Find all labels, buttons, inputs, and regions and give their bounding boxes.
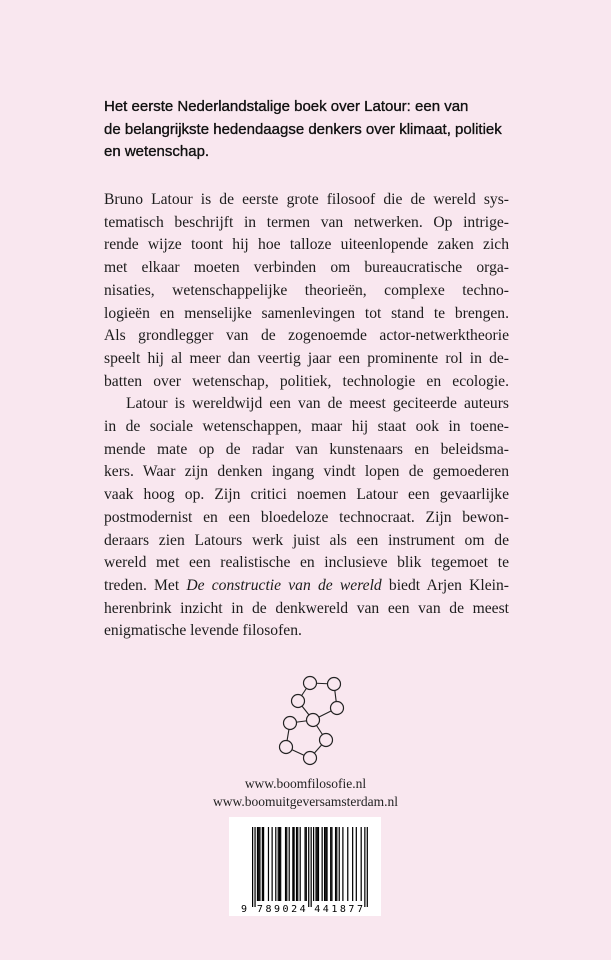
isbn-digit: 7 — [256, 904, 263, 915]
body-line: tematisch beschrijft in termen van netwerken. Op intrige- — [104, 213, 509, 231]
body-line: kers. Waar zijn denken ingang vindt lopen de gemoederen — [104, 463, 509, 481]
body-line: batten over wetenschap, politiek, technologie en ecologie. — [104, 372, 509, 390]
barcode-bar — [293, 827, 294, 901]
barcode-bar — [315, 827, 316, 901]
body-line: herenbrink inzicht in de denkwereld van een van de meest — [104, 599, 509, 617]
isbn-digit: 2 — [291, 904, 298, 915]
publisher-urls — [0, 775, 611, 810]
barcode-bar — [322, 827, 323, 901]
body-line: vaak hoog op. Zijn critici noemen Latour een gevaarlijke — [104, 486, 509, 504]
body-line: wereld met een realistische en inclusieve blik tegemoet te — [104, 554, 509, 572]
barcode-bar — [257, 827, 258, 901]
barcode-bar — [280, 827, 281, 901]
isbn-digit: 1 — [331, 904, 338, 915]
body-line: in de sociale wetenschappen, maar hij staat ook in toene- — [104, 418, 509, 436]
book-title: De constructie van de wereld — [186, 576, 382, 594]
barcode-bar — [347, 827, 348, 901]
body-line: deraars zien Latours werk juist als een instrument om de — [104, 531, 509, 549]
isbn-digit: 4 — [314, 904, 321, 915]
barcode-bar — [279, 827, 280, 901]
body-text: biedt Arjen Klein- — [381, 576, 509, 594]
barcode-bar — [331, 827, 332, 901]
barcode-bar — [308, 827, 309, 907]
barcode-bar — [275, 827, 276, 901]
barcode-bar — [306, 827, 307, 901]
isbn-digit: 4 — [322, 904, 329, 915]
body-line: postmodernist en een bloedeloze technocraat. Zijn bewon- — [104, 508, 509, 526]
url-boomuitgevers[interactable]: www.boomuitgeversamsterdam.nl — [212, 793, 399, 809]
isbn-digit: 7 — [348, 904, 355, 915]
intro-line: Het eerste Nederlandstalige boek over Latour: een van — [104, 98, 469, 115]
barcode-bar — [263, 827, 264, 901]
barcode-bar — [296, 827, 297, 901]
barcode-bar — [324, 827, 325, 901]
barcode-bar — [325, 827, 326, 901]
barcode-bar — [252, 827, 253, 907]
barcode-bar — [297, 827, 298, 901]
isbn-digit: 9 — [273, 904, 281, 915]
barcode-bar — [318, 827, 319, 901]
barcode-bar — [361, 827, 362, 901]
barcode-bar — [304, 827, 305, 901]
isbn-digit: 9 — [240, 904, 248, 915]
description — [104, 189, 509, 643]
body-text: treden. Met — [104, 576, 187, 594]
barcode-bar — [317, 827, 318, 901]
isbn-digit: 4 — [299, 904, 306, 915]
barcode-bar — [292, 827, 293, 901]
barcode-bar — [278, 827, 279, 901]
body-line: speelt hij al meer dan veertig jaar een prominente rol in de- — [104, 349, 509, 367]
body-line: enigmatische levende filosofen. — [104, 622, 302, 640]
intro-line: en wetenschap. — [104, 143, 210, 160]
intro-blurb — [104, 96, 514, 164]
body-line: Bruno Latour is de eerste grote filosoof die de wereld sys- — [104, 191, 509, 208]
isbn-barcode — [229, 817, 381, 916]
body-line: met elkaar moeten verbinden om bureaucratische orga- — [104, 259, 509, 277]
barcode-bar — [313, 827, 314, 901]
barcode-bar — [356, 827, 357, 901]
barcode-bar — [330, 827, 331, 901]
barcode-bar — [352, 827, 353, 901]
barcode-bar — [289, 827, 290, 901]
isbn-digit: 8 — [265, 904, 272, 915]
body-line: Als grondlegger van de zogenoemde actor-netwerktheorie — [104, 327, 509, 345]
barcode-bars — [229, 817, 381, 916]
url-boomfilosofie[interactable]: www.boomfilosofie.nl — [244, 776, 367, 791]
barcode-bar — [262, 827, 263, 901]
barcode-bar — [259, 827, 260, 901]
barcode-bar — [335, 827, 336, 901]
isbn-digit: 0 — [282, 904, 289, 915]
barcode-bar — [285, 827, 286, 901]
body-line: logieën en menselijke samenlevingen tot stand te brengen. — [104, 304, 509, 322]
barcode-bar — [300, 827, 301, 901]
isbn-digit: 7 — [356, 904, 363, 915]
barcode-bar — [364, 827, 365, 907]
body-line: mende mate op de radar van kunstenaars en beleidsma- — [104, 440, 509, 458]
intro-line: de belangrijkste hedendaagse denkers over klimaat, politiek — [104, 120, 502, 138]
barcode-bar — [336, 827, 337, 901]
isbn-digit: 8 — [339, 904, 346, 915]
barcode-bar — [268, 827, 269, 901]
barcode-bar — [339, 827, 340, 901]
body-line: nisaties, wetenschappelijke theorieën, complexe techno- — [104, 281, 509, 299]
body-line: rende wijze toont hij hoe talloze uiteenlopende zaken zich — [104, 236, 509, 254]
body-line: Latour is wereldwijd een van de meest geciteerde auteurs — [126, 395, 509, 413]
barcode-bar — [342, 827, 343, 901]
body-line — [104, 575, 509, 598]
barcode-bar — [272, 827, 273, 901]
barcode-bar — [326, 827, 327, 901]
barcode-bar — [258, 827, 259, 901]
barcode-bar — [286, 827, 287, 901]
barcode-bar — [311, 827, 312, 907]
barcode-bar — [367, 827, 368, 907]
barcode-bar — [254, 827, 255, 907]
